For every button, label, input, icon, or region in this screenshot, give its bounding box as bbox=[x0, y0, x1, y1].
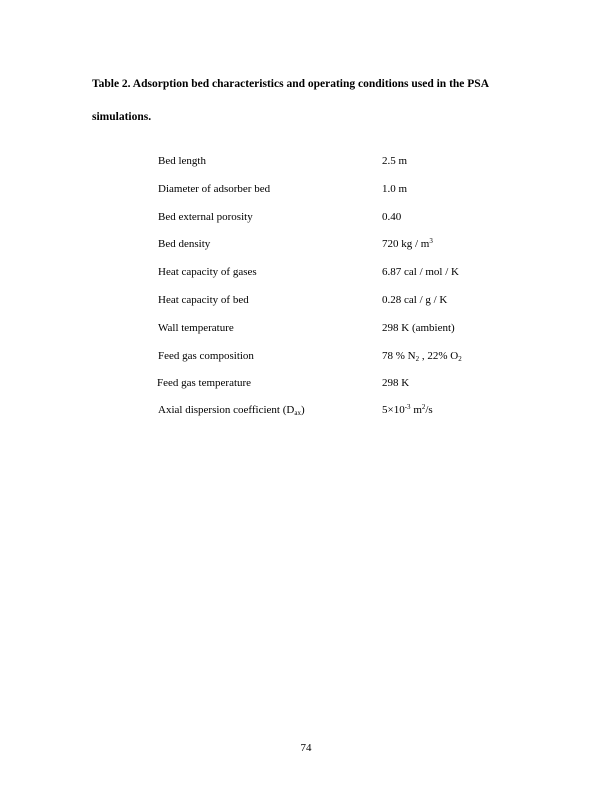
table-row bbox=[0, 404, 612, 420]
parameter-label: Axial dispersion coefficient $(D_{ax})$ bbox=[158, 404, 305, 417]
parameter-value: 298 K bbox=[382, 377, 410, 389]
table-row bbox=[0, 266, 612, 282]
parameter-value: 1.0 m bbox=[382, 183, 408, 195]
parameter-label: Feed gas temperature bbox=[157, 377, 252, 389]
parameter-label: Wall temperature bbox=[158, 322, 234, 334]
table-row bbox=[0, 350, 612, 366]
parameter-label: Heat capacity of bed bbox=[158, 294, 249, 306]
parameter-label: Bed length bbox=[158, 155, 206, 167]
parameter-value: 0.28 cal / g / K bbox=[382, 294, 448, 306]
parameter-value: 2.5 m bbox=[382, 155, 408, 167]
table-row bbox=[0, 322, 612, 338]
parameter-value: 6.87 cal / mol / K bbox=[382, 266, 459, 278]
table-row bbox=[0, 211, 612, 227]
parameter-value: 78 % $N_2$ , 22% $O_2$ bbox=[382, 350, 462, 363]
table-row bbox=[0, 183, 612, 199]
page-number: 74 bbox=[300, 742, 312, 754]
table-row bbox=[0, 238, 612, 254]
table-row bbox=[0, 377, 612, 393]
parameter-label: Bed density bbox=[158, 238, 211, 250]
parameter-value: 720 kg / $m^3$ bbox=[382, 237, 433, 250]
parameter-value: $5\times 10^{-3}$ $m^2/s$ bbox=[382, 403, 433, 416]
table-row bbox=[0, 294, 612, 310]
parameter-label: Bed external porosity bbox=[158, 211, 253, 223]
caption-line-2: simulations. bbox=[92, 111, 152, 123]
parameter-label: Heat capacity of gases bbox=[158, 266, 257, 278]
parameter-value: 0.40 bbox=[382, 211, 402, 223]
parameter-value: 298 K (ambient) bbox=[382, 322, 455, 334]
parameter-label: Feed gas composition bbox=[158, 350, 254, 362]
table-row bbox=[0, 155, 612, 171]
caption-line-1: Table 2. Adsorption bed characteristics and operating conditions used in the PSA bbox=[92, 78, 490, 90]
parameter-label: Diameter of adsorber bed bbox=[158, 183, 271, 195]
